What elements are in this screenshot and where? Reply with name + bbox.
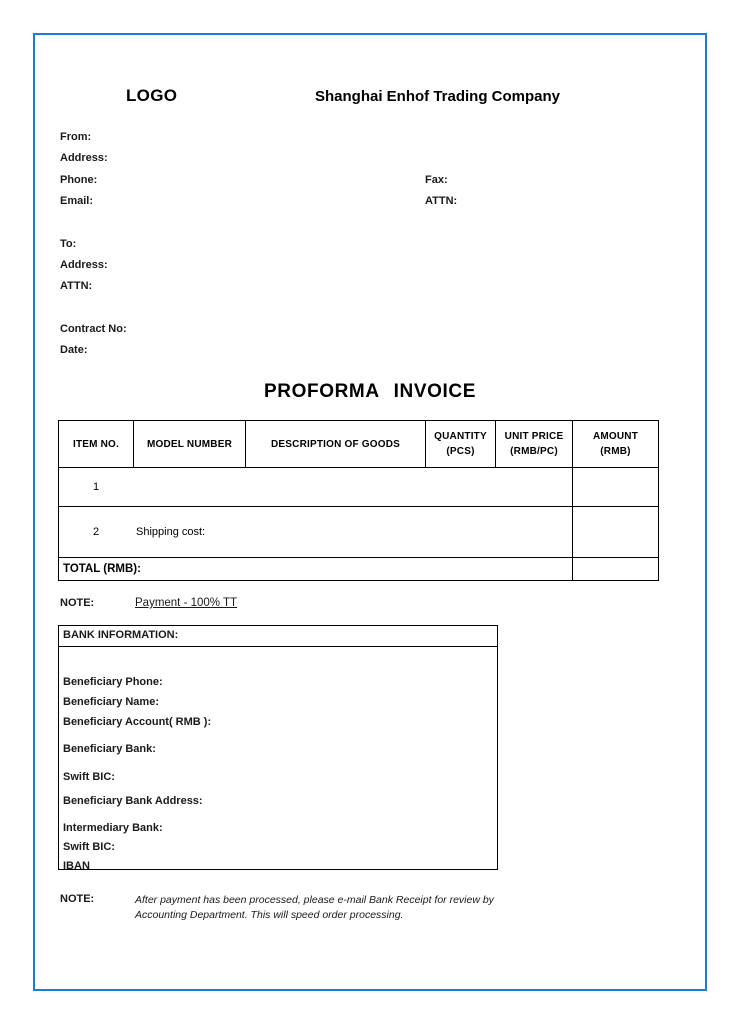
recipient-address-label: Address: [60, 259, 108, 271]
logo-placeholder: LOGO [126, 86, 178, 105]
line-item-2-amount[interactable] [573, 507, 659, 558]
contract-no-label: Contract No: [60, 323, 127, 335]
line-item-1-number: 1 [92, 481, 100, 493]
column-header-unit-price [496, 421, 573, 468]
column-header-quantity [426, 421, 496, 468]
column-header-item-no [59, 421, 134, 468]
sender-address-label: Address: [60, 152, 108, 164]
bank-field-swift-bic-primary: Swift BIC: [63, 771, 115, 783]
to-label: To: [60, 238, 77, 250]
payment-note-value: Payment - 100% TT [135, 597, 238, 609]
table-header-row [59, 421, 659, 468]
column-header-amount [573, 421, 659, 468]
table-row [59, 468, 659, 507]
bank-field-beneficiary-phone: Beneficiary Phone: [63, 676, 163, 688]
footer-note-text: After payment has been processed, please e-mail Bank Receipt for review by Accounting Department. This will speed order processing. [135, 894, 494, 921]
column-header-unit-price-title: UNIT PRICE [504, 431, 564, 442]
total-amount[interactable] [573, 558, 659, 581]
column-header-item-no-title: ITEM NO. [72, 438, 120, 450]
column-header-amount-unit: (RMB) [600, 446, 631, 457]
line-item-1-cell[interactable] [59, 468, 573, 507]
line-item-2-cell[interactable] [59, 507, 573, 558]
sender-fax-label: Fax: [425, 174, 448, 186]
column-header-quantity-title: QUANTITY [434, 431, 487, 442]
total-label: TOTAL (RMB): [59, 558, 573, 581]
bank-field-swift-bic-intermediary: Swift BIC: [63, 841, 115, 853]
date-label: Date: [60, 344, 88, 356]
bank-information-fields [59, 647, 497, 890]
bank-field-intermediary-bank: Intermediary Bank: [63, 822, 163, 834]
line-item-1-amount[interactable] [573, 468, 659, 507]
footer-note-label: NOTE: [60, 893, 95, 905]
recipient-attn-label: ATTN: [60, 280, 93, 292]
sender-attn-label: ATTN: [425, 195, 458, 207]
from-label: From: [60, 131, 92, 143]
line-item-2-description: Shipping cost: [136, 526, 206, 538]
company-name: Shanghai Enhof Trading Company [315, 88, 561, 105]
table-total-row [59, 558, 659, 581]
column-header-description [246, 421, 426, 468]
bank-field-beneficiary-bank: Beneficiary Bank: [63, 743, 156, 755]
goods-table [58, 420, 659, 581]
payment-note-label: NOTE: [60, 597, 95, 609]
title-word-invoice: INVOICE [393, 381, 476, 402]
column-header-model-number [134, 421, 246, 468]
bank-field-iban: IBAN [63, 860, 90, 872]
title-word-proforma: PROFORMA [264, 381, 380, 402]
table-row [59, 507, 659, 558]
column-header-description-title: DESCRIPTION OF GOODS [270, 438, 400, 450]
bank-field-beneficiary-name: Beneficiary Name: [63, 696, 159, 708]
bank-field-beneficiary-bank-address: Beneficiary Bank Address: [63, 795, 203, 807]
bank-information-box [58, 625, 498, 870]
column-header-unit-price-unit: (RMB/PC) [510, 446, 558, 457]
bank-information-heading: BANK INFORMATION: [59, 626, 497, 647]
column-header-quantity-unit: (PCS) [446, 446, 475, 457]
page-title [0, 381, 740, 403]
column-header-amount-title: AMOUNT [592, 431, 639, 442]
bank-field-beneficiary-account: Beneficiary Account( RMB ): [63, 716, 212, 728]
column-header-model-number-title: MODEL NUMBER [147, 438, 232, 450]
sender-email-label: Email: [60, 195, 94, 207]
line-item-2-number: 2 [92, 526, 100, 538]
sender-phone-label: Phone: [60, 174, 98, 186]
